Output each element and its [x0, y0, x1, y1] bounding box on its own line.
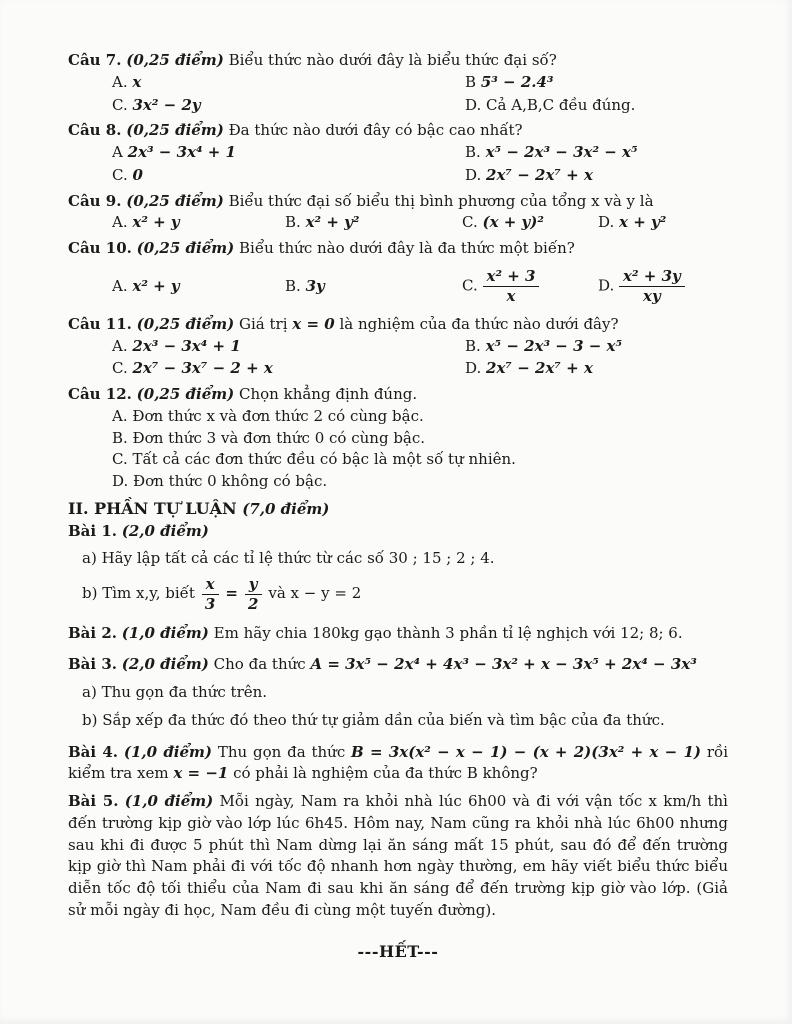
question-9-label: Câu 9.	[68, 191, 122, 210]
math-expression: 2x⁷ − 2x⁷ + x	[486, 359, 593, 378]
option-letter: A.	[112, 336, 128, 355]
math-expression: x = −1	[173, 764, 229, 783]
exercise-1-part-b-text: b) Tìm x,y, biết	[82, 584, 195, 603]
question-7-option-b	[465, 72, 728, 94]
question-11-text-pre: Giá trị	[239, 314, 288, 333]
math-expression: 2x⁷ − 3x⁷ − 2 + x	[132, 359, 273, 378]
question-11-text-post: là nghiệm của đa thức nào dưới đây?	[339, 314, 619, 333]
question-11	[68, 314, 728, 380]
option-letter: C.	[462, 276, 478, 295]
option-letter: D.	[598, 213, 615, 232]
question-12-points: (0,25 điểm)	[136, 385, 235, 403]
option-letter: B.	[465, 143, 481, 161]
exercise-3-text: Cho đa thức	[213, 655, 306, 674]
math-expression: B = 3x(x² − x − 1) − (x + 2)(3x² + x − 1)	[351, 742, 702, 761]
math-expression: x + y²	[619, 213, 667, 232]
question-8-points: (0,25 điểm)	[126, 121, 224, 140]
exercise-1	[68, 521, 728, 613]
fraction-denominator: xy	[643, 287, 661, 306]
question-9-option-b	[285, 212, 462, 234]
fraction	[201, 576, 219, 613]
question-9-option-a	[112, 212, 285, 234]
exercise-1-part-b	[82, 576, 728, 613]
exercise-5-points: (1,0 điểm)	[124, 792, 214, 811]
math-expression: 3y	[305, 276, 325, 295]
question-12-option-d: D. Đơn thức 0 không có bậc.	[112, 472, 328, 490]
question-7-option-a	[112, 72, 465, 94]
exercise-4-label: Bài 4.	[68, 742, 119, 761]
question-7-text: Biểu thức nào dưới đây là biểu thức đại số?	[228, 51, 557, 69]
option-letter: A.	[112, 72, 128, 91]
fraction-numerator: x² + 3	[483, 268, 540, 287]
question-8-text: Đa thức nào dưới đây có bậc cao nhất?	[228, 121, 523, 140]
math-expression: 0	[132, 165, 143, 184]
fraction-numerator: x	[202, 576, 219, 595]
question-11-option-b	[465, 336, 728, 358]
math-expression: x⁵ − 2x³ − 3x² − x⁵	[485, 143, 638, 161]
option-letter: C.	[112, 359, 128, 378]
question-10-option-d	[598, 268, 728, 305]
fraction	[619, 268, 685, 305]
question-10-text: Biểu thức nào dưới đây là đa thức một biến?	[239, 239, 575, 257]
math-expression: 2x³ − 3x⁴ + 1	[127, 143, 236, 161]
section-2-label: II. PHẦN TỰ LUẬN	[68, 498, 237, 518]
question-10-label: Câu 10.	[68, 239, 132, 257]
math-expression: x⁵ − 2x³ − 3 − x⁵	[485, 336, 623, 355]
math-expression: x² + y²	[305, 213, 360, 232]
option-letter: D.	[465, 359, 482, 378]
question-8-label: Câu 8.	[68, 121, 122, 140]
question-8-option-a	[112, 142, 465, 164]
question-11-points: (0,25 điểm)	[136, 314, 235, 333]
exercise-1-part-b-tail: và x − y = 2	[268, 584, 362, 603]
math-expression: 5³ − 2.4³	[480, 72, 554, 91]
math-expression: 3x² − 2y	[132, 95, 201, 114]
fraction-numerator: y	[245, 576, 262, 595]
question-12-option-c: C. Tất cả các đơn thức đều có bậc là một số tự nhiên.	[112, 450, 516, 469]
math-expression: x² + y	[132, 213, 180, 232]
exercise-4-text: Thu gọn đa thức	[217, 742, 346, 761]
exercise-1-points: (2,0 điểm)	[121, 521, 209, 540]
math-expression: x² + y	[132, 276, 180, 295]
fraction	[244, 576, 262, 613]
question-11-label: Câu 11.	[68, 314, 132, 333]
exercise-5-label: Bài 5.	[68, 792, 119, 811]
question-11-option-c	[112, 358, 465, 380]
exercise-1-label: Bài 1.	[68, 521, 117, 540]
question-9-options	[112, 212, 728, 234]
exercise-1-heading	[68, 521, 728, 543]
question-8	[68, 120, 728, 186]
section-2-points: (7,0 điểm)	[242, 499, 330, 518]
question-12	[68, 384, 728, 493]
option-letter: D.	[465, 165, 482, 184]
question-9-text: Biểu thức đại số biểu thị bình phương của tổng x và y là	[228, 191, 654, 210]
question-8-heading	[68, 120, 728, 142]
exercise-3-label: Bài 3.	[68, 655, 117, 674]
question-7	[68, 50, 728, 116]
equals-sign: =	[225, 584, 238, 603]
option-letter: A.	[112, 276, 128, 295]
math-expression: x	[132, 72, 142, 91]
fraction-denominator: 3	[204, 594, 216, 613]
question-12-label: Câu 12.	[68, 385, 132, 403]
question-8-option-b	[465, 142, 728, 164]
question-7-label: Câu 7.	[68, 51, 122, 69]
question-10-options	[112, 264, 728, 310]
question-7-points: (0,25 điểm)	[126, 51, 224, 69]
option-letter: D.	[598, 276, 615, 295]
option-letter: B	[465, 72, 477, 91]
exam-end-mark: ---HẾT---	[357, 941, 439, 961]
exercise-4-text-tail: có phải là nghiệm của đa thức B không?	[233, 764, 538, 783]
option-letter: C.	[112, 165, 128, 184]
option-letter: C.	[112, 95, 128, 114]
exercise-3-part-b: b) Sắp xếp đa thức đó theo thứ tự giảm dần của biến và tìm bậc của đa thức.	[82, 710, 665, 729]
exercise-3-part-a: a) Thu gọn đa thức trên.	[82, 683, 268, 702]
question-12-text: Chọn khẳng định đúng.	[239, 385, 418, 403]
question-11-heading	[68, 314, 728, 336]
exercise-3-points: (2,0 điểm)	[121, 655, 209, 674]
fraction-denominator: x	[506, 287, 516, 306]
fraction-denominator: 2	[247, 594, 259, 613]
question-10-points: (0,25 điểm)	[136, 239, 235, 257]
section-2-heading	[68, 497, 728, 521]
question-10-option-b	[285, 276, 462, 298]
option-letter: B.	[285, 276, 301, 295]
question-10-option-a	[112, 276, 285, 298]
question-10-option-c	[462, 268, 598, 305]
math-expression: (x + y)²	[482, 213, 544, 232]
question-7-option-c	[112, 95, 465, 117]
question-11-option-a	[112, 336, 465, 358]
option-letter: C.	[462, 213, 478, 232]
fraction-numerator: x² + 3y	[619, 268, 685, 287]
question-9-option-d	[598, 212, 728, 234]
option-letter: A	[112, 143, 123, 161]
question-9-option-c	[462, 212, 598, 234]
question-8-options	[112, 142, 728, 187]
exercise-2-points: (1,0 điểm)	[121, 623, 209, 642]
exercise-1-part-a: a) Hãy lập tất cả các tỉ lệ thức từ các số 30 ; 15 ; 2 ; 4.	[82, 549, 495, 568]
math-expression: A = 3x⁵ − 2x⁴ + 4x³ − 3x² + x − 3x⁵ + 2x⁴ − 3x³	[310, 655, 697, 674]
exercise-4	[68, 742, 728, 786]
exercise-2	[68, 623, 728, 645]
question-11-option-d	[465, 358, 728, 380]
question-10-heading	[68, 238, 728, 260]
exercise-4-text-mid: rồi kiểm tra xem	[68, 742, 729, 783]
question-7-options	[112, 72, 728, 117]
question-9	[68, 191, 728, 235]
question-11-options	[112, 336, 728, 381]
question-9-points: (0,25 điểm)	[126, 191, 224, 210]
question-7-option-d	[465, 95, 728, 117]
exercise-5	[68, 791, 728, 922]
exercise-2-text: Em hãy chia 180kg gạo thành 3 phần tỉ lệ nghịch với 12; 8; 6.	[213, 623, 683, 642]
option-text: Cả A,B,C đều đúng.	[486, 95, 636, 114]
math-expression: 2x⁷ − 2x⁷ + x	[486, 165, 593, 184]
math-expression: x = 0	[292, 314, 335, 333]
question-8-option-d	[465, 165, 728, 187]
question-9-heading	[68, 191, 728, 213]
option-letter: D.	[465, 95, 482, 114]
question-8-option-c	[112, 165, 465, 187]
fraction	[483, 268, 540, 305]
exercise-3-heading	[68, 654, 728, 676]
math-expression: 2x³ − 3x⁴ + 1	[132, 336, 241, 355]
exercise-3	[68, 654, 728, 731]
exercise-5-text: Mỗi ngày, Nam ra khỏi nhà lúc 6h00 và đi với vận tốc x km/h thì đến trường kịp giờ vào lớp lúc 6h45. Hôm nay, Nam cũng ra khỏi nhà lúc 6h00 nhưng sau khi đi được 5 phút thì Nam dừng lại ăn sáng mất 15 phút, sau đó để đến trường kịp giờ thì Nam phải đi với tốc độ nhanh hơn ngày thường, em hãy viết biểu thức biểu diễn tốc độ tối thiểu của Nam đi sau khi ăn sáng để đến trường kịp giờ vào lớp. (Giả sử mỗi ngày đi học, Nam đều đi cùng một tuyến đường).	[68, 792, 728, 919]
question-10	[68, 238, 728, 310]
question-12-option-a: A. Đơn thức x và đơn thức 2 có cùng bậc.	[112, 406, 424, 425]
question-12-option-b: B. Đơn thức 3 và đơn thức 0 có cùng bậc.	[112, 428, 426, 447]
question-12-heading	[68, 384, 728, 406]
question-7-heading	[68, 50, 728, 72]
exercise-4-points: (1,0 điểm)	[123, 742, 213, 761]
exercise-2-label: Bài 2.	[68, 623, 117, 642]
option-letter: B.	[465, 336, 481, 355]
option-letter: A.	[112, 213, 128, 232]
option-letter: B.	[285, 213, 301, 232]
